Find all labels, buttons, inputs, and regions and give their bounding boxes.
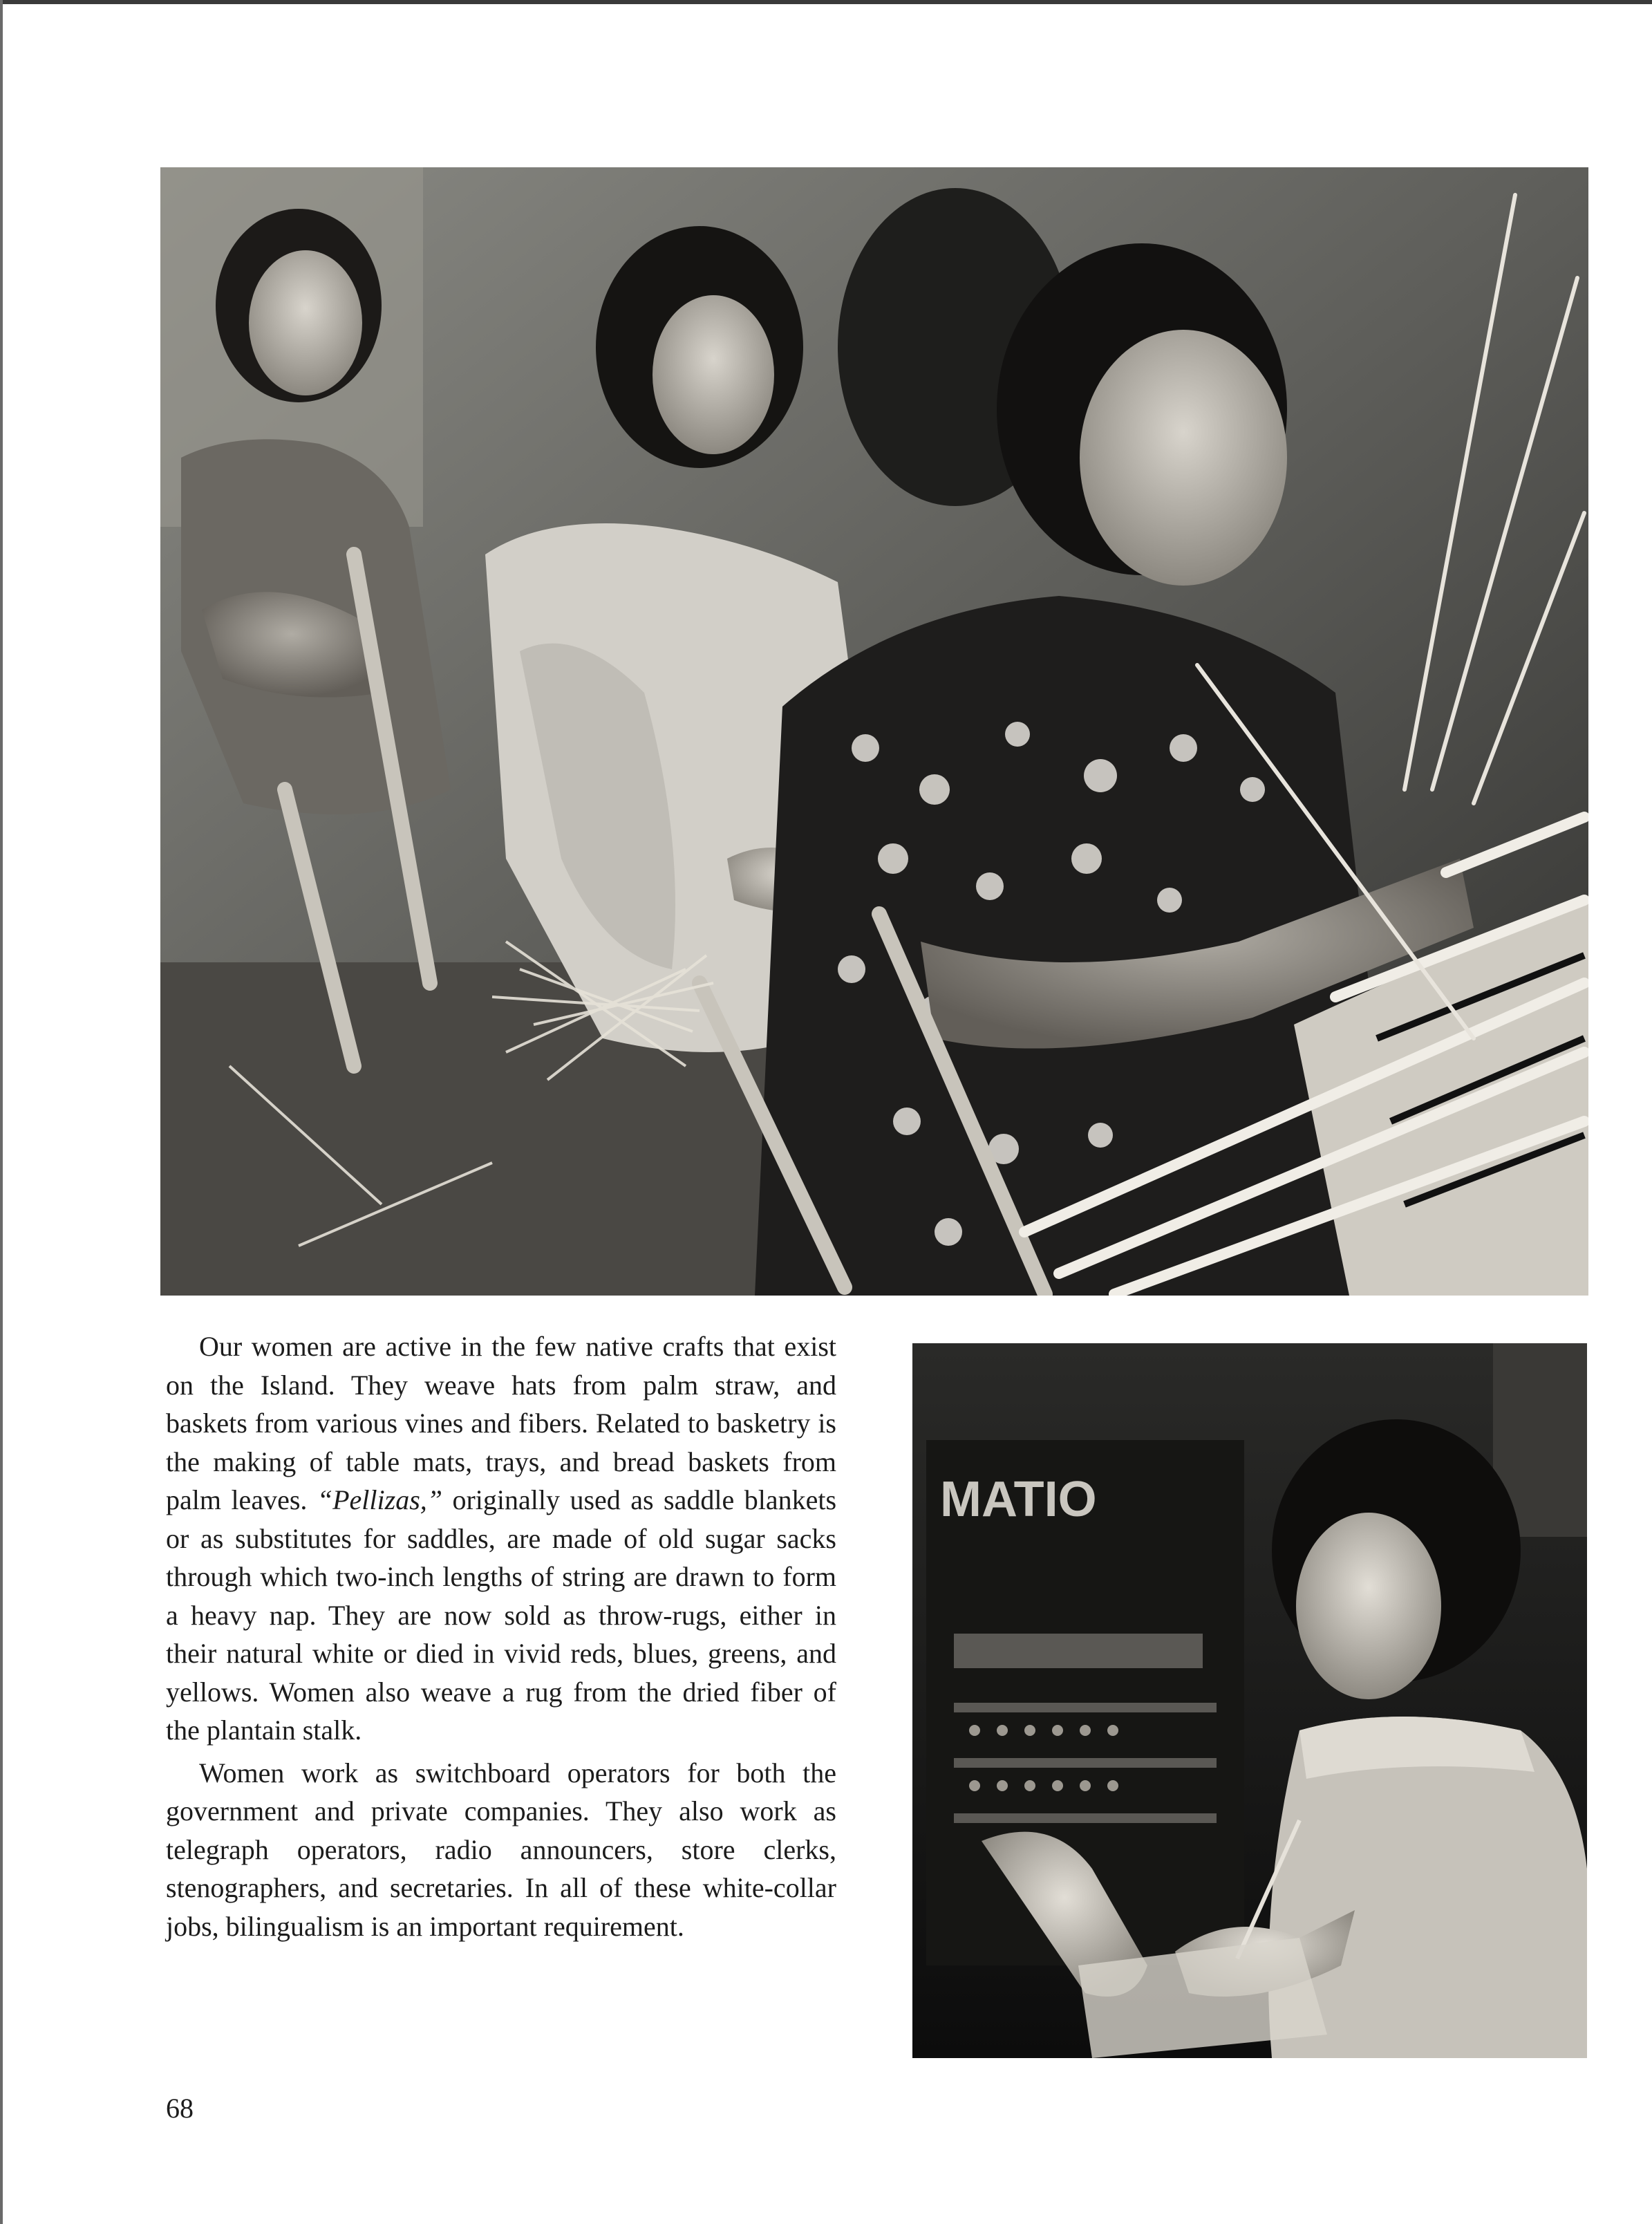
photo-women-weaving bbox=[160, 167, 1588, 1296]
photo-women-weaving-image bbox=[160, 167, 1588, 1296]
photo-switchboard-operator-image bbox=[912, 1343, 1587, 2058]
page-number: 68 bbox=[166, 2093, 194, 2124]
paragraph-switchboard-operators: Women work as switchboard operators for both the government and private companies. They also work as telegraph operators, radio announcers, store clerks, stenographers, and secretaries. In all of these white-collar jobs, bilingualism is an important requirement. bbox=[166, 1757, 836, 1942]
pellizas-italic: “Pellizas,” bbox=[317, 1484, 443, 1515]
body-text bbox=[166, 1327, 836, 1945]
photo-switchboard-operator bbox=[912, 1343, 1587, 2058]
paragraph-native-crafts-text-b: originally used as saddle blankets or as substitutes for saddles, are made of old sugar sacks through which two-inch lengths of string are drawn to form a heavy nap. They are now sold as throw-rugs, either in their natural white or died in vivid reds, blues, greens, and yellows. Women also weave a rug from the dried fiber of the plantain stalk. bbox=[166, 1484, 837, 1746]
page-edge-top bbox=[0, 0, 1652, 4]
switchboard-sign: MATIO bbox=[940, 1472, 1097, 1527]
paragraph-native-crafts bbox=[166, 1327, 836, 1750]
page-edge-left bbox=[0, 0, 3, 2224]
paragraph-native-crafts-text-a: Our women are active in the few native crafts that exist on the Island. They weave hats from palm straw, and baskets from various vines and fibers. Related to basketry is the making of table mats, trays, and bread baskets from palm leaves. bbox=[166, 1331, 836, 1515]
